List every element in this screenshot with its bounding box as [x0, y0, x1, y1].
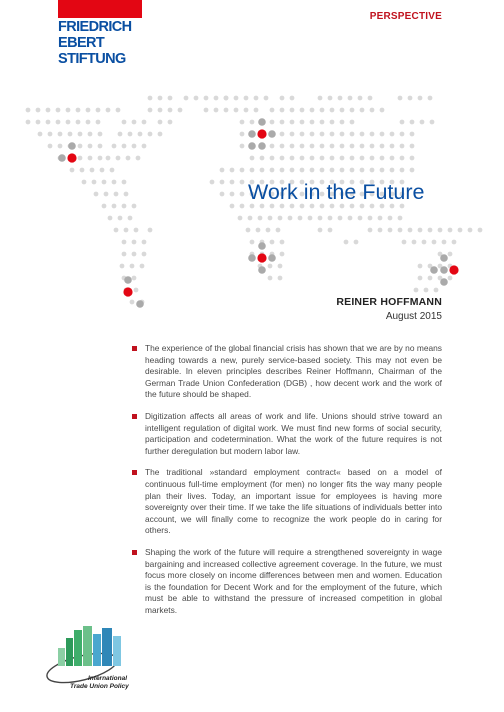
logo-line-3: STIFTUNG: [58, 51, 126, 67]
itup-line-2: Trade Union Policy: [70, 683, 129, 690]
publication-date: August 2015: [385, 311, 442, 322]
bullet-square-icon: [132, 414, 137, 419]
summary-item: [132, 547, 442, 617]
author-name: REINER HOFFMANN: [336, 296, 442, 308]
summary-item: [132, 343, 442, 401]
page-title: Work in the Future: [248, 180, 425, 204]
summary-item: [132, 411, 442, 457]
perspective-tag: PERSPECTIVE: [369, 11, 442, 22]
summary-item: [132, 467, 442, 537]
building-icons: [58, 626, 121, 666]
summary-list: [132, 343, 442, 626]
logo-line-1: FRIEDRICH: [58, 19, 132, 35]
summary-text: The experience of the global financial crisis has shown that we are by no means heading towards a new, purely service-based society. This may not even be desirable. In eleven principles describes Reiner Hoffmann, Chairman of the German Trade Union Confederation (DGB) , how decent work and the work of the future should be shaped.: [145, 343, 442, 400]
bullet-square-icon: [132, 550, 137, 555]
itup-line-1: International: [88, 675, 128, 682]
trade-union-policy-logo: [42, 608, 136, 696]
logo-line-2: EBERT: [58, 35, 105, 51]
bullet-square-icon: [132, 346, 137, 351]
summary-text: Digitization affects all areas of work and life. Unions should strive toward an intelligent regulation of digital work. We must find new forms of social security, participation and codetermination. What the work of the future requires is not further deregulation but modern labor law.: [145, 410, 442, 456]
summary-text: The traditional »standard employment contract« based on a model of continuous full-time employment (for men) no longer fits the way many people plan their lives. Today, an important issue for employees is having more sovereignty over their time. If we take the life situations of individuals better into account, we will finally come to recognize the work people do in caring for others.: [145, 467, 442, 536]
bullet-square-icon: [132, 470, 137, 475]
summary-text: Shaping the work of the future will require a strengthened sovereignty in wage bargaining and increased collective agreement coverage. In the future, we must focus more closely on income differences between men and women. Education is the foundation for Decent Work and for the employment of the future, which must be able to withstand the pressure of increased competition in global markets.: [145, 546, 442, 615]
dotted-world-map: [0, 0, 504, 320]
